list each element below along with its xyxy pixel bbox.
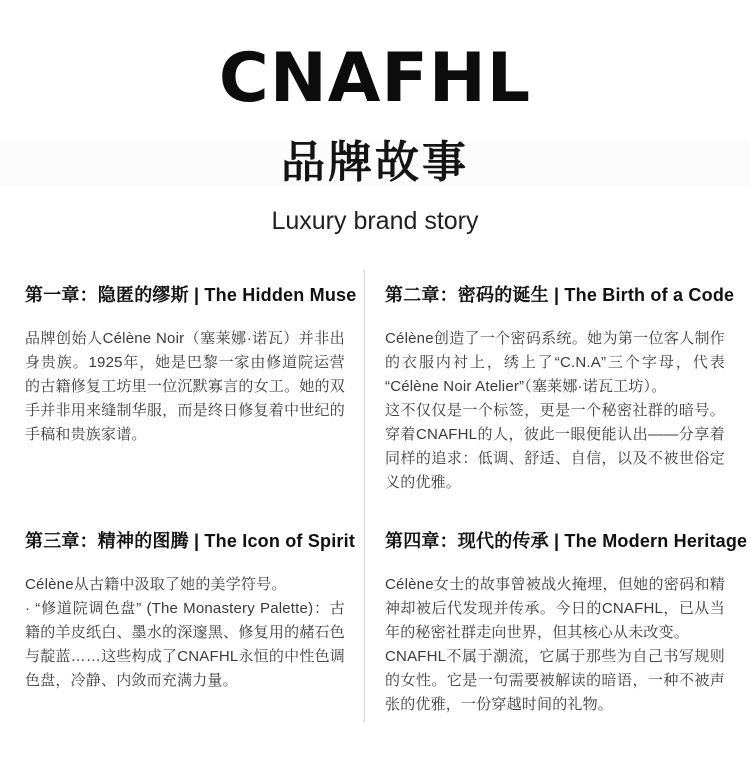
chapter-4 — [385, 529, 748, 717]
chapter-3-paragraph: Célène从古籍中汲取了她的美学符号。 — [25, 576, 287, 593]
chapter-1 — [25, 283, 357, 495]
page-title-cn: 品牌故事 — [0, 140, 750, 186]
chapter-4-title: 第四章：现代的传承 | The Modern Heritage — [385, 531, 748, 551]
chapter-4-body — [385, 573, 725, 717]
chapter-1-paragraph: 品牌创始人Célène Noir（塞莱娜·诺瓦）并非出身贵族。1925年，她是巴黎一家由修道院运营的古籍修复工坊里一位沉默寡言的女工。她的双手并非用来缝制华服，而是终日修复着中世纪的手稿和贵族家谱。 — [25, 330, 345, 443]
brand-logo-text: CNAFHL — [218, 39, 532, 118]
brand-header — [0, 0, 750, 236]
chapter-3-body — [25, 573, 345, 693]
chapter-2-body — [385, 327, 725, 495]
page-subtitle-en: Luxury brand story — [271, 207, 479, 235]
chapter-3-title: 第三章：精神的图腾 | The Icon of Spirit — [25, 531, 356, 551]
story-section — [0, 270, 750, 717]
chapter-1-title: 第一章：隐匿的缪斯 | The Hidden Muse — [25, 285, 357, 305]
chapter-2-title: 第二章：密码的诞生 | The Birth of a Code — [385, 285, 735, 305]
chapter-4-paragraph: CNAFHL不属于潮流，它属于那些为自己书写规则的女性。它是一句需要被解读的暗语，一种不被声张的优雅，一份穿越时间的礼物。 — [385, 648, 725, 713]
chapter-3-paragraph: · “修道院调色盘” (The Monastery Palette)：古籍的羊皮纸白、墨水的深邃黑、修复用的赭石色与靛蓝……这些构成了CNAFHL永恒的中性色调色盘，冷静、内敛而充满力量。 — [25, 600, 345, 689]
chapter-2-paragraph: Célène创造了一个密码系统。她为第一位客人制作的衣服内衬上，绣上了“C.N.A”三个字母，代表“Célène Noir Atelier”（塞莱娜·诺瓦工坊）。 — [385, 330, 725, 395]
chapter-2 — [385, 283, 735, 495]
chapter-grid — [25, 283, 748, 717]
chapter-4-paragraph: Célène女士的故事曾被战火掩埋，但她的密码和精神却被后代发现并传承。今日的CNAFHL，已从当年的秘密社群走向世界，但其核心从未改变。 — [385, 576, 725, 641]
chapter-3 — [25, 529, 356, 717]
vertical-divider — [364, 270, 365, 722]
chapter-2-paragraph: 这不仅仅是一个标签，更是一个秘密社群的暗号。穿着CNAFHL的人，彼此一眼便能认出——分享着同样的追求：低调、舒适、自信，以及不被世俗定义的优雅。 — [385, 402, 725, 491]
chapter-1-body — [25, 327, 345, 447]
